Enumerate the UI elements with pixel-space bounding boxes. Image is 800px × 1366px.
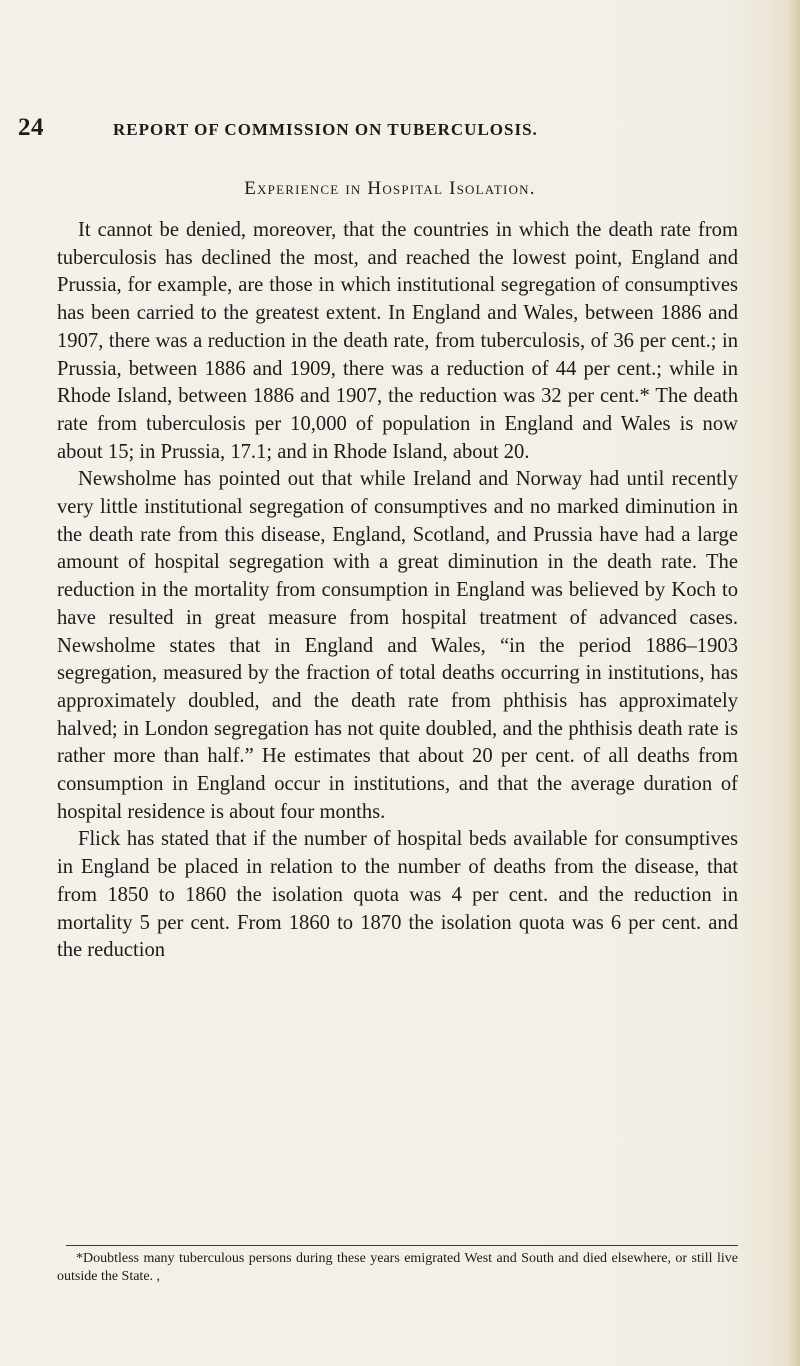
section-title: Experience in Hospital Isolation. xyxy=(244,178,536,199)
footnote-text: *Doubtless many tuberculous persons during these years emigrated West and South and died elsewhere, or still live outside the State. , xyxy=(57,1251,738,1284)
paragraph: It cannot be denied, moreover, that the countries in which the death rate from tuberculosis has declined the most, and reached the lowest point, England and Prussia, for example, are those in which institutional segregation of consumptives has been carried to the greatest extent. In England and Wales, between 1886 and 1907, there was a reduction in the death rate, from tuberculosis, of 36 per cent.; in Prussia, between 1886 and 1909, there was a reduction of 44 per cent.; while in Rhode Island, between 1886 and 1907, the reduction was 32 per cent.* The death rate from tuberculosis per 10,000 of population in England and Wales is now about 15; in Prussia, 17.1; and in Rhode Island, about 20. xyxy=(57,219,738,463)
page-number: 24 xyxy=(18,114,44,141)
page-edge-shadow xyxy=(788,0,800,1366)
body-text xyxy=(57,217,738,965)
paragraph: Flick has stated that if the number of hospital beds available for consumptives in England be placed in relation to the number of deaths from the disease, that from 1850 to 1860 the isolation quota was 4 per cent. and the reduction in mortality 5 per cent. From 1860 to 1870 the isolation quota was 6 per cent. and the reduction xyxy=(57,828,738,962)
running-head: REPORT OF COMMISSION ON TUBERCULOSIS. xyxy=(113,120,538,139)
footnote-divider xyxy=(66,1245,738,1246)
footnote xyxy=(57,1250,738,1286)
paragraph: Newsholme has pointed out that while Ireland and Norway had until recently very little institutional segregation of consumptives and no marked diminution in the death rate from this disease, England, Scotland, and Prussia have had a large amount of hospital segregation with a great diminution in the death rate. The reduction in the mortality from consumption in England was believed by Koch to have resulted in great measure from hospital treatment of advanced cases. Newsholme states that in England and Wales, “in the period 1886–1903 segregation, measured by the fraction of total deaths occurring in institutions, has approximately doubled, and the death rate from phthisis has approximately halved; in London segregation has not quite doubled, and the phthisis death rate is rather more than half.” He estimates that about 20 per cent. of all deaths from consumption in England occur in institutions, and that the average duration of hospital residence is about four months. xyxy=(57,468,738,823)
